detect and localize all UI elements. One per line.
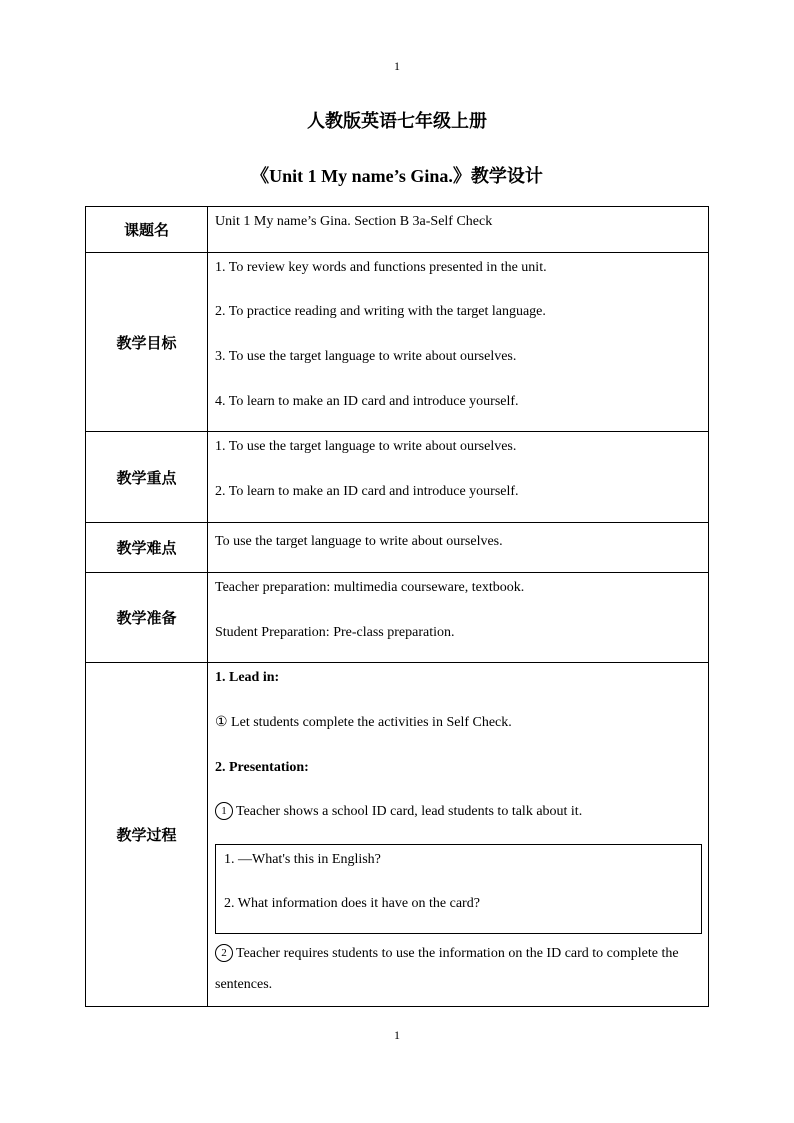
row-objectives [86,252,709,432]
cell-key-points [208,432,709,522]
key-point-item: 2. To learn to make an ID card and introduce yourself. [215,484,519,500]
row-difficulties [86,522,709,572]
row-topic [86,207,709,253]
presentation-item-1-text: Teacher shows a school ID card, lead students to talk about it. [236,804,583,820]
cell-objectives [208,252,709,432]
question-item: 2. What information does it have on the card? [224,895,480,911]
row-key-points [86,432,709,522]
circled-number: 2 [215,944,233,962]
difficulty-text: To use the target language to write about ourselves. [215,533,503,549]
cell-topic [208,207,709,253]
topic-text: Unit 1 My name’s Gina. Section B 3a-Self Check [215,214,493,229]
circled-number: 1 [215,802,233,820]
lead-in-item: ① Let students complete the activities in Self Check. [215,714,512,730]
lesson-plan-table [85,206,709,1007]
document-subtitle: 《Unit 1 My name’s Gina.》教学设计 [251,166,543,186]
preparation-item: Teacher preparation: multimedia courseware, textbook. [215,579,525,595]
step-heading-presentation: 2. Presentation: [215,759,309,775]
question-box [215,844,702,934]
label-process: 教学过程 [86,663,208,1007]
step-heading-lead-in: 1. Lead in: [215,670,280,686]
cell-preparation [208,572,709,662]
question-item: 1. —What's this in English? [224,851,381,867]
objective-item: 2. To practice reading and writing with the target language. [215,304,546,320]
label-topic: 课题名 [86,207,208,253]
preparation-item: Student Preparation: Pre-class preparation. [215,624,455,640]
objective-item: 4. To learn to make an ID card and introduce yourself. [215,393,519,409]
objective-item: 1. To review key words and functions presented in the unit. [215,259,547,275]
presentation-item-2-text: Teacher requires students to use the information on the ID card to complete the sentences. [215,945,679,992]
row-process [86,663,709,1007]
label-preparation: 教学准备 [86,572,208,662]
label-key-points: 教学重点 [86,432,208,522]
page-number-top: 1 [394,59,400,73]
document-title: 人教版英语七年级上册 [307,111,487,131]
page-number-bottom: 1 [394,1028,400,1042]
presentation-item-1 [215,797,702,842]
label-objectives: 教学目标 [86,252,208,432]
objective-item: 3. To use the target language to write about ourselves. [215,349,517,365]
presentation-item-2 [215,938,702,1000]
key-point-item: 1. To use the target language to write about ourselves. [215,439,517,455]
label-difficulties: 教学难点 [86,522,208,572]
cell-difficulties [208,522,709,572]
row-preparation [86,572,709,662]
cell-process [208,663,709,1007]
